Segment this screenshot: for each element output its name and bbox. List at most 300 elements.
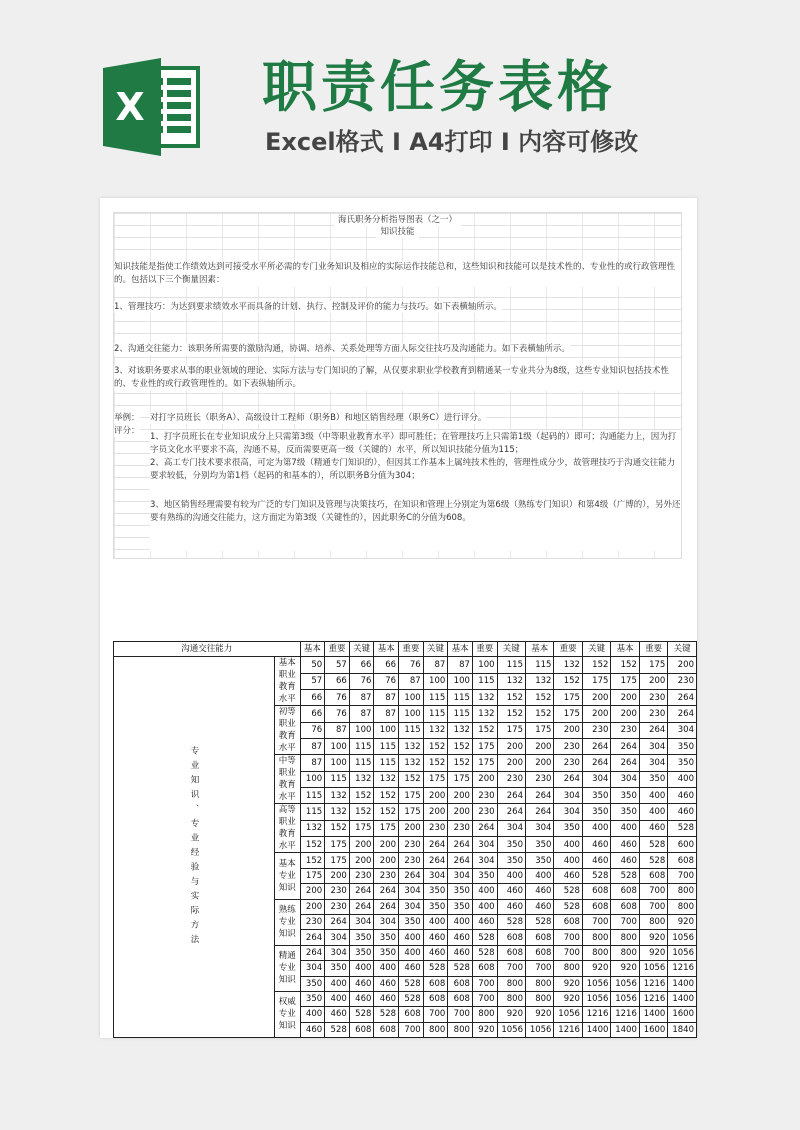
document-sheet (100, 198, 697, 1038)
score-cell: 1400 (639, 1007, 667, 1022)
score-cell: 460 (374, 991, 399, 1006)
table-row (114, 657, 697, 673)
score-cell: 528 (374, 1007, 399, 1022)
score-cell: 1056 (611, 991, 639, 1006)
score-cell: 350 (554, 820, 582, 836)
vertical-axis-label: 专业知识、专业经验与实际方法 (114, 657, 275, 1038)
score-cell: 76 (399, 657, 424, 673)
score-cell: 152 (300, 853, 325, 868)
score-cell: 200 (554, 722, 582, 738)
item-1-text: 1、管理技巧：为达到要求绩效水平而具备的计划、执行、控制及评价的能力与技巧。如下表横轴所示。 (114, 302, 502, 312)
score-cell: 460 (497, 884, 525, 899)
score-cell: 1056 (582, 991, 610, 1006)
corner-header: 沟通交往能力 (114, 642, 301, 657)
score-cell: 132 (525, 673, 553, 689)
score-cell: 132 (374, 771, 399, 787)
score-cell: 50 (300, 657, 325, 673)
score-cell: 87 (349, 690, 374, 706)
score-cell: 304 (448, 868, 473, 883)
score-cell: 700 (399, 1022, 424, 1037)
score-cell: 400 (554, 853, 582, 868)
column-header: 关键 (423, 642, 448, 657)
score-cell: 608 (497, 945, 525, 960)
score-cell: 400 (325, 991, 350, 1006)
score-cell: 700 (554, 930, 582, 945)
score-cell: 264 (325, 914, 350, 929)
score-cell: 200 (668, 657, 697, 673)
column-header: 关键 (668, 642, 697, 657)
column-header: 重要 (639, 642, 667, 657)
score-cell: 66 (349, 657, 374, 673)
score-cell: 264 (582, 755, 610, 771)
score-cell: 200 (611, 706, 639, 722)
score-cell: 460 (325, 1007, 350, 1022)
score-cell: 528 (349, 1007, 374, 1022)
score-cell: 800 (448, 1022, 473, 1037)
score-cell: 350 (399, 914, 424, 929)
score-cell: 132 (399, 739, 424, 755)
intro-text: 知识技能是指使工作绩效达到可接受水平所必需的专门业务知识及相应的实际运作技能总和，这些知识和技能可以是技术性的、专业性的或行政管理性的。包括以下三个衡量因素： (114, 261, 681, 287)
score-cell: 608 (639, 868, 667, 883)
score-cell: 200 (300, 899, 325, 914)
score-cell: 76 (374, 673, 399, 689)
score-cell: 800 (472, 1007, 497, 1022)
score-cell: 800 (668, 899, 697, 914)
score-cell: 230 (472, 788, 497, 804)
score-cell: 132 (554, 657, 582, 673)
score-cell: 400 (399, 930, 424, 945)
score-cell: 350 (374, 945, 399, 960)
level-label: 基本专业知识 (275, 853, 301, 899)
score-cell: 304 (582, 771, 610, 787)
score-cell: 800 (611, 930, 639, 945)
score-cell: 1056 (668, 930, 697, 945)
score-cell: 66 (374, 657, 399, 673)
score-cell: 304 (349, 914, 374, 929)
score-cell: 528 (582, 868, 610, 883)
score-cell: 115 (374, 755, 399, 771)
score-cell: 100 (472, 657, 497, 673)
score-cell: 400 (325, 976, 350, 991)
score-cell: 264 (582, 739, 610, 755)
score-cell: 700 (472, 976, 497, 991)
score-cell: 200 (472, 771, 497, 787)
score-cell: 528 (399, 991, 424, 1006)
score-cell: 1216 (668, 961, 697, 976)
score-cell: 304 (325, 945, 350, 960)
score-cell: 76 (300, 722, 325, 738)
score-cell: 230 (399, 837, 424, 853)
score-cell: 460 (611, 853, 639, 868)
score-cell: 230 (639, 706, 667, 722)
score-cell: 264 (639, 722, 667, 738)
score-cell: 264 (497, 788, 525, 804)
score-cell: 304 (374, 914, 399, 929)
column-header: 重要 (399, 642, 424, 657)
score-cell: 700 (525, 961, 553, 976)
score-cell: 800 (525, 976, 553, 991)
score-cell: 115 (472, 673, 497, 689)
score-cell: 264 (611, 755, 639, 771)
score-cell: 460 (525, 899, 553, 914)
score-cell: 350 (325, 961, 350, 976)
score-cell: 528 (472, 945, 497, 960)
score-cell: 264 (349, 884, 374, 899)
score-1-text: 1、打字员班长在专业知识成分上只需第3级（中等职业教育水平）即可胜任；在管理技巧上只需第1级（起码的）即可；沟通能力上，因为打字员文化水平要求不高，沟通不易，反而需要更高一级（关键的）水平，所以知识技能分值为115； (150, 432, 677, 455)
score-3-text: 3、地区销售经理需要有较为广泛的专门知识及管理与决策技巧，在知识和管理上分别定为第6级（熟练专门知识）和第4级（广博的），另外还要有熟练的沟通交往能力，这方面定为第3级（关键性的），因此职务C的分值为608。 (150, 500, 681, 523)
score-cell: 200 (325, 868, 350, 883)
column-header: 关键 (582, 642, 610, 657)
example-label: 举例： (114, 413, 140, 423)
score-cell: 152 (497, 690, 525, 706)
score-cell: 175 (472, 755, 497, 771)
level-label: 初等职业教育水平 (275, 706, 301, 755)
score-cell: 350 (300, 991, 325, 1006)
score-cell: 608 (525, 945, 553, 960)
score-cell: 230 (611, 722, 639, 738)
score-cell: 264 (300, 945, 325, 960)
score-cell: 304 (325, 930, 350, 945)
score-cell: 460 (448, 930, 473, 945)
banner-title: 职责任务表格 (262, 55, 617, 119)
score-cell: 460 (423, 930, 448, 945)
score-cell: 152 (448, 755, 473, 771)
score-cell: 800 (554, 961, 582, 976)
score-cell: 200 (525, 739, 553, 755)
score-cell: 175 (554, 706, 582, 722)
score-cell: 920 (611, 961, 639, 976)
score-cell: 175 (497, 722, 525, 738)
excel-logo-icon (103, 58, 203, 156)
score-cell: 400 (639, 804, 667, 820)
score-cell: 200 (399, 820, 424, 836)
level-label: 中等职业教育水平 (275, 755, 301, 804)
score-cell: 132 (399, 755, 424, 771)
column-header: 重要 (325, 642, 350, 657)
score-cell: 528 (668, 820, 697, 836)
score-cell: 304 (554, 788, 582, 804)
score-cell: 1216 (554, 1022, 582, 1037)
score-cell: 175 (325, 853, 350, 868)
score-cell: 100 (349, 722, 374, 738)
score-cell: 115 (374, 739, 399, 755)
score-cell: 76 (325, 706, 350, 722)
level-label: 权威专业知识 (275, 991, 301, 1037)
banner-subtitle: Excel格式 I A4打印 I 内容可修改 (265, 128, 639, 156)
score-cell: 350 (497, 837, 525, 853)
score-cell: 175 (374, 820, 399, 836)
score-cell: 152 (325, 820, 350, 836)
score-cell: 230 (497, 771, 525, 787)
score-cell: 115 (497, 657, 525, 673)
score-cell: 460 (472, 914, 497, 929)
score-cell: 264 (668, 690, 697, 706)
score-cell: 400 (448, 914, 473, 929)
score-cell: 460 (554, 868, 582, 883)
score-cell: 304 (525, 820, 553, 836)
score-cell: 350 (448, 899, 473, 914)
score-cell: 100 (325, 739, 350, 755)
score-cell: 175 (399, 788, 424, 804)
score-cell: 115 (349, 739, 374, 755)
score-cell: 528 (639, 853, 667, 868)
score-cell: 350 (639, 771, 667, 787)
score-cell: 230 (582, 722, 610, 738)
score-cell: 175 (639, 657, 667, 673)
score-cell: 400 (582, 820, 610, 836)
score-cell: 76 (325, 690, 350, 706)
column-header: 关键 (349, 642, 374, 657)
score-cell: 460 (300, 1022, 325, 1037)
score-cell: 230 (448, 820, 473, 836)
score-cell: 800 (423, 1022, 448, 1037)
score-cell: 230 (639, 690, 667, 706)
score-cell: 264 (525, 788, 553, 804)
score-cell: 920 (554, 976, 582, 991)
score-cell: 175 (472, 739, 497, 755)
score-cell: 350 (525, 837, 553, 853)
score-cell: 800 (582, 945, 610, 960)
score-cell: 350 (525, 853, 553, 868)
score-cell: 100 (300, 771, 325, 787)
score-cell: 1400 (582, 1022, 610, 1037)
score-cell: 152 (611, 657, 639, 673)
score-cell: 528 (497, 914, 525, 929)
score-cell: 1216 (639, 991, 667, 1006)
score-cell: 200 (639, 673, 667, 689)
score-cell: 350 (582, 804, 610, 820)
score-cell: 230 (325, 899, 350, 914)
score-cell: 304 (668, 722, 697, 738)
score-cell: 1600 (668, 1007, 697, 1022)
score-cell: 608 (472, 961, 497, 976)
score-cell: 230 (374, 868, 399, 883)
score-cell: 175 (554, 690, 582, 706)
score-cell: 152 (374, 788, 399, 804)
score-label: 评分： (114, 426, 140, 436)
score-cell: 350 (668, 739, 697, 755)
score-cell: 1600 (639, 1022, 667, 1037)
score-cell: 115 (423, 706, 448, 722)
score-cell: 100 (374, 722, 399, 738)
score-cell: 920 (582, 961, 610, 976)
score-cell: 264 (399, 868, 424, 883)
score-cell: 460 (525, 884, 553, 899)
score-cell: 1216 (582, 1007, 610, 1022)
score-cell: 608 (399, 1007, 424, 1022)
score-cell: 800 (639, 914, 667, 929)
score-cell: 115 (448, 706, 473, 722)
score-cell: 460 (349, 976, 374, 991)
score-cell: 152 (525, 690, 553, 706)
score-cell: 200 (611, 690, 639, 706)
score-cell: 132 (472, 690, 497, 706)
example-text: 对打字员班长（职务A）、高级设计工程师（职务B）和地区销售经理（职务C）进行评分。 (150, 413, 487, 423)
score-cell: 175 (525, 722, 553, 738)
score-cell: 175 (582, 673, 610, 689)
score-cell: 100 (399, 690, 424, 706)
score-cell: 460 (668, 804, 697, 820)
score-cell: 400 (497, 868, 525, 883)
score-cell: 350 (668, 755, 697, 771)
score-cell: 100 (448, 673, 473, 689)
score-cell: 200 (448, 788, 473, 804)
score-cell: 400 (668, 771, 697, 787)
score-cell: 700 (639, 899, 667, 914)
score-cell: 264 (525, 804, 553, 820)
score-cell: 920 (525, 1007, 553, 1022)
score-cell: 460 (349, 991, 374, 1006)
score-cell: 264 (374, 899, 399, 914)
score-cell: 175 (423, 771, 448, 787)
score-cell: 800 (525, 991, 553, 1006)
score-cell: 200 (497, 755, 525, 771)
score-cell: 528 (554, 884, 582, 899)
score-cell: 132 (423, 722, 448, 738)
level-label: 熟练专业知识 (275, 899, 301, 945)
score-cell: 175 (399, 804, 424, 820)
score-block (150, 431, 681, 551)
score-cell: 1840 (668, 1022, 697, 1037)
score-cell: 175 (325, 837, 350, 853)
score-cell: 528 (554, 899, 582, 914)
score-cell: 152 (349, 788, 374, 804)
score-cell: 230 (554, 739, 582, 755)
score-cell: 400 (554, 837, 582, 853)
score-cell: 608 (582, 899, 610, 914)
score-cell: 152 (374, 804, 399, 820)
score-cell: 1056 (497, 1022, 525, 1037)
column-header: 重要 (472, 642, 497, 657)
score-cell: 700 (554, 945, 582, 960)
score-cell: 304 (472, 853, 497, 868)
score-cell: 350 (349, 930, 374, 945)
score-cell: 460 (497, 899, 525, 914)
score-cell: 350 (374, 930, 399, 945)
score-cell: 132 (300, 820, 325, 836)
score-cell: 528 (325, 1022, 350, 1037)
score-cell: 230 (472, 804, 497, 820)
score-cell: 115 (349, 755, 374, 771)
score-cell: 304 (423, 868, 448, 883)
score-cell: 528 (639, 837, 667, 853)
score-cell: 350 (300, 976, 325, 991)
score-cell: 800 (611, 945, 639, 960)
score-cell: 350 (611, 804, 639, 820)
score-cell: 264 (554, 771, 582, 787)
score-cell: 76 (349, 673, 374, 689)
score-cell: 304 (300, 961, 325, 976)
score-cell: 608 (668, 853, 697, 868)
score-cell: 304 (639, 755, 667, 771)
score-cell: 920 (639, 930, 667, 945)
score-cell: 1056 (611, 976, 639, 991)
score-cell: 608 (497, 930, 525, 945)
score-cell: 132 (448, 722, 473, 738)
score-cell: 608 (448, 976, 473, 991)
score-cell: 87 (448, 657, 473, 673)
score-cell: 200 (525, 755, 553, 771)
score-cell: 132 (349, 771, 374, 787)
score-cell: 115 (300, 804, 325, 820)
score-cell: 800 (497, 991, 525, 1006)
score-cell: 230 (423, 820, 448, 836)
score-cell: 1056 (639, 961, 667, 976)
score-cell: 87 (374, 706, 399, 722)
score-cell: 152 (423, 739, 448, 755)
score-cell: 200 (423, 788, 448, 804)
score-cell: 304 (399, 899, 424, 914)
score-cell: 200 (448, 804, 473, 820)
score-cell: 700 (639, 884, 667, 899)
score-cell: 230 (325, 884, 350, 899)
score-cell: 528 (525, 914, 553, 929)
column-header: 重要 (554, 642, 582, 657)
score-cell: 87 (423, 657, 448, 673)
score-cell: 1056 (554, 1007, 582, 1022)
score-cell: 304 (611, 771, 639, 787)
score-cell: 264 (349, 899, 374, 914)
score-cell: 132 (472, 706, 497, 722)
score-cell: 460 (668, 788, 697, 804)
score-cell: 920 (554, 991, 582, 1006)
score-cell: 175 (349, 820, 374, 836)
score-cell: 600 (668, 837, 697, 853)
score-cell: 1056 (582, 976, 610, 991)
score-cell: 1400 (668, 991, 697, 1006)
score-cell: 460 (423, 945, 448, 960)
score-cell: 460 (582, 853, 610, 868)
score-cell: 400 (399, 945, 424, 960)
level-label: 高等职业教育水平 (275, 804, 301, 853)
column-header: 基本 (611, 642, 639, 657)
score-cell: 152 (525, 706, 553, 722)
score-cell: 304 (639, 739, 667, 755)
score-cell: 920 (497, 1007, 525, 1022)
score-cell: 264 (423, 837, 448, 853)
score-cell: 87 (349, 706, 374, 722)
score-cell: 264 (497, 804, 525, 820)
score-cell: 115 (399, 722, 424, 738)
score-cell: 304 (554, 804, 582, 820)
score-cell: 460 (582, 837, 610, 853)
score-cell: 200 (300, 884, 325, 899)
score-cell: 528 (423, 961, 448, 976)
level-label: 基本职业教育水平 (275, 657, 301, 706)
score-cell: 264 (448, 853, 473, 868)
score-cell: 264 (300, 930, 325, 945)
score-cell: 700 (423, 1007, 448, 1022)
score-cell: 230 (554, 755, 582, 771)
score-cell: 152 (349, 804, 374, 820)
svg-text:X: X (115, 85, 145, 129)
description-section (113, 212, 682, 559)
score-cell: 115 (448, 690, 473, 706)
score-cell: 200 (582, 690, 610, 706)
score-cell: 264 (611, 739, 639, 755)
score-cell: 100 (325, 755, 350, 771)
score-cell: 230 (399, 853, 424, 868)
score-cell: 920 (472, 1022, 497, 1037)
score-cell: 608 (611, 884, 639, 899)
score-cell: 87 (300, 755, 325, 771)
score-cell: 57 (300, 673, 325, 689)
score-cell: 230 (349, 868, 374, 883)
score-cell: 1056 (525, 1022, 553, 1037)
score-cell: 608 (349, 1022, 374, 1037)
score-cell: 175 (300, 868, 325, 883)
score-cell: 264 (423, 853, 448, 868)
